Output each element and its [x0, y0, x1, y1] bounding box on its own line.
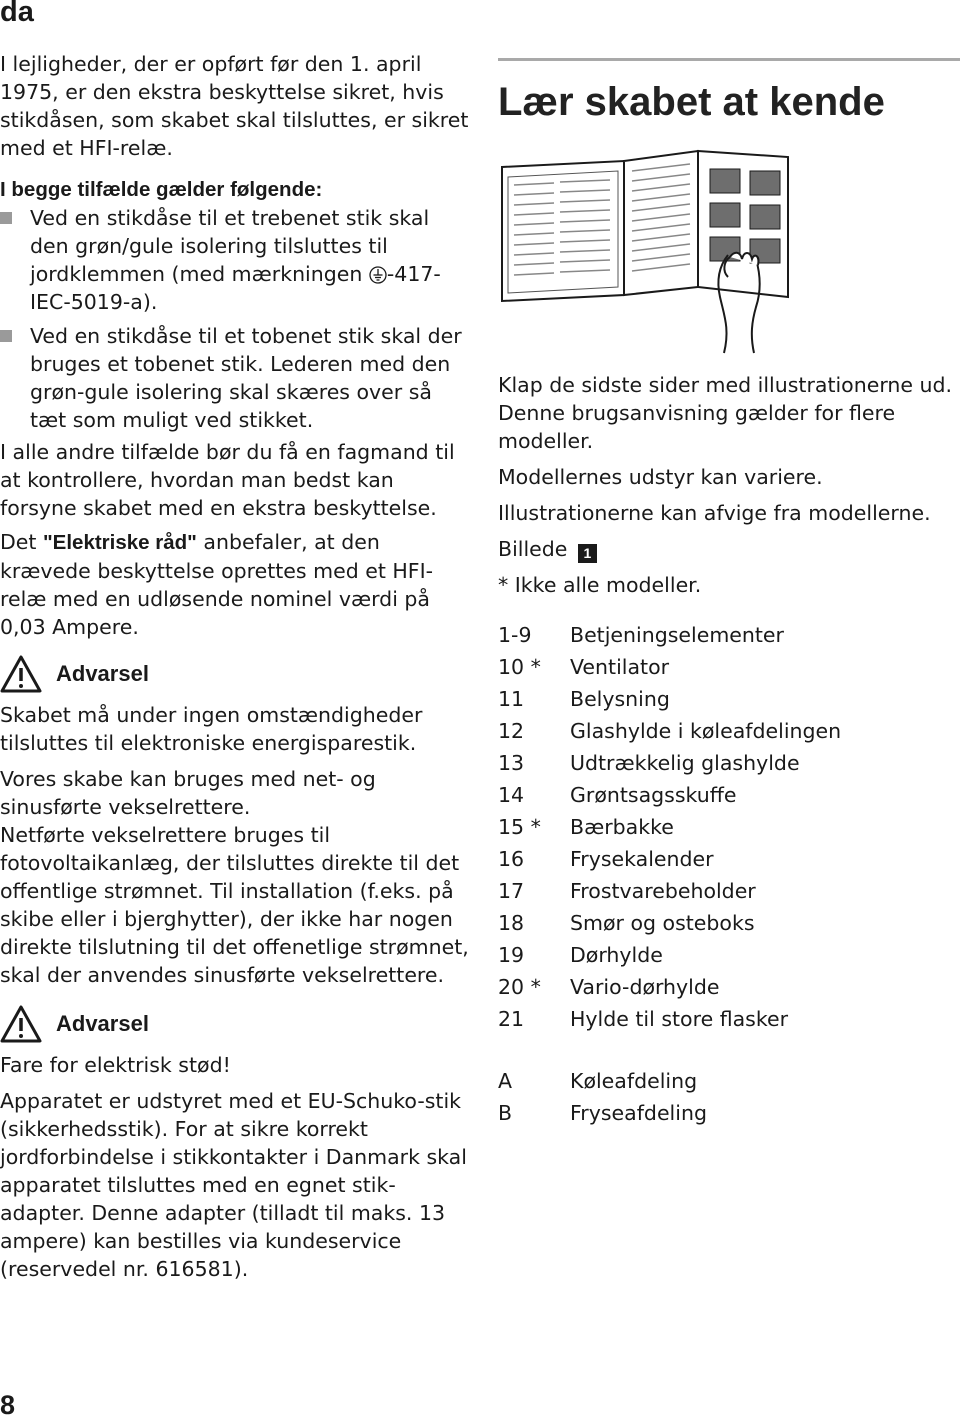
- models-paragraph: Modellernes udstyr kan variere.: [498, 465, 823, 489]
- zone-letter: B: [498, 1101, 513, 1125]
- list-item: [0, 204, 470, 316]
- warning-header: [0, 655, 470, 693]
- list-item: [498, 779, 960, 811]
- foldout-pages-illustration: [498, 147, 960, 357]
- zone-label: Køleafdeling: [570, 1069, 698, 1093]
- advice-rest-text: anbefaler, at den krævede beskyttelse oprettes med et HFI-relæ med en udløsende nominel værdi på 0,03 Ampere.: [0, 530, 434, 639]
- part-label: Ventilator: [570, 655, 670, 679]
- conditions-heading: I begge tilfælde gælder følgende:: [0, 178, 323, 201]
- part-label: Grøntsagsskuffe: [570, 783, 737, 807]
- bullet2-text: Ved en stikdåse til et tobenet stik skal der bruges et tobenet stik. Lederen med den grøn-gule isolering skal skæres over så tæt som muligt ved stikket.: [30, 324, 462, 432]
- list-item: [498, 619, 960, 651]
- part-number: 21: [498, 1007, 525, 1031]
- figure-ref: [498, 535, 960, 563]
- part-number: 16: [498, 847, 525, 871]
- electrical-advice-bold: "Elektriske råd": [42, 531, 197, 554]
- part-label: Hylde til store flasker: [570, 1007, 789, 1031]
- warning-triangle-icon: [0, 655, 42, 693]
- list-item: [498, 875, 960, 907]
- part-label: Belysning: [570, 687, 670, 711]
- list-item: [498, 1065, 960, 1097]
- figure-ref-text: Billede: [498, 537, 568, 561]
- list-item: [498, 939, 960, 971]
- parts-list: [498, 619, 960, 1129]
- part-number: 15 *: [498, 815, 541, 839]
- warning-label: Advarsel: [56, 1011, 149, 1036]
- part-number: 1-9: [498, 623, 532, 647]
- list-item: [498, 1003, 960, 1035]
- warning-header: [0, 1005, 470, 1043]
- part-number: 17: [498, 879, 525, 903]
- part-label: Dørhylde: [570, 943, 663, 967]
- part-label: Bærbakke: [570, 815, 674, 839]
- list-item: [498, 1097, 960, 1129]
- warning-label: Advarsel: [56, 661, 149, 686]
- list-item: [498, 843, 960, 875]
- part-number: 12: [498, 719, 525, 743]
- part-number: 13: [498, 751, 525, 775]
- ground-symbol-icon: [369, 266, 387, 284]
- illustrations-paragraph: Illustrationerne kan afvige fra modellerne.: [498, 501, 931, 525]
- part-number: 18: [498, 911, 525, 935]
- part-number: 20 *: [498, 975, 541, 999]
- bullet1-code: -417-IEC-5019-a).: [30, 262, 441, 314]
- right-column: [498, 58, 960, 1129]
- warning2-details: Apparatet er udstyret med et EU-Schuko-stik (sikkerhedsstik). For at sikre korrekt jordforbindelse i stikkontakter i Danmark skal apparatet tilsluttes med en egnet stik-adapter. Denne adapter (tilladt til maks. 13 ampere) kan bestilles via kundeservice (reservedel nr. 616581).: [0, 1089, 467, 1281]
- warning-triangle-icon: [0, 1005, 42, 1043]
- warning1-text: Skabet må under ingen omstændigheder tilsluttes til elektroniske energisparestik.: [0, 703, 423, 755]
- list-item: [498, 811, 960, 843]
- part-label: Smør og osteboks: [570, 911, 755, 935]
- det-text: Det: [0, 530, 43, 554]
- part-label: Glashylde i køleafdelingen: [570, 719, 842, 743]
- warning2-text: Fare for elektrisk stød!: [0, 1053, 231, 1077]
- bullet1-text: Ved en stikdåse til et trebenet stik skal den grøn/gule isolering tilsluttes til jordklemmen (med mærkningen: [30, 206, 430, 286]
- list-item: [498, 747, 960, 779]
- part-label: Udtrækkelig glashylde: [570, 751, 800, 775]
- part-number: 11: [498, 687, 525, 711]
- list-spacer: [498, 1035, 960, 1065]
- section-title: Lær skabet at kende: [498, 80, 885, 124]
- zone-label: Fryseafdeling: [570, 1101, 707, 1125]
- list-item: [498, 683, 960, 715]
- section-rule: [498, 58, 960, 61]
- conditions-list: [0, 204, 470, 434]
- warning1-inverters: Vores skabe kan bruges med net- og sinusførte vekselrettere.: [0, 767, 376, 819]
- part-label: Vario-dørhylde: [570, 975, 720, 999]
- electrical-advice-paragraph: [0, 528, 470, 641]
- left-column: [0, 50, 470, 1283]
- list-item: [498, 651, 960, 683]
- warning1-details: Netførte vekselrettere bruges til fotovoltaikanlæg, der tilsluttes direkte til det offentlige strømnet. Til installation (f.eks. på skibe eller i bjerghytter), der ikke har nogen direkte tilslutning til det offenetlige strømnet, skal der anvendes sinusførte vekselrettere.: [0, 823, 469, 987]
- part-number: 10 *: [498, 655, 541, 679]
- other-cases-paragraph: I alle andre tilfælde bør du få en fagmand til at kontrollere, hvordan man bedst kan forsyne skabet med en ekstra beskyttelse.: [0, 440, 455, 520]
- figure-number-box: 1: [578, 544, 597, 563]
- list-item: [498, 907, 960, 939]
- part-number: 19: [498, 943, 525, 967]
- list-item: [498, 971, 960, 1003]
- list-item: [498, 715, 960, 747]
- bullet-square-icon: [0, 330, 12, 342]
- part-number: 14: [498, 783, 525, 807]
- part-label: Frysekalender: [570, 847, 714, 871]
- language-code: da: [0, 0, 34, 28]
- page-number: 8: [0, 1390, 16, 1420]
- bullet-square-icon: [0, 212, 12, 224]
- intro-paragraph: Klap de sidste sider med illustrationerne ud. Denne brugsanvisning gælder for flere modeller.: [498, 373, 953, 453]
- footnote-paragraph: * Ikke alle modeller.: [498, 573, 702, 597]
- list-item: [0, 322, 470, 434]
- part-label: Frostvarebeholder: [570, 879, 756, 903]
- zone-letter: A: [498, 1069, 513, 1093]
- intro-paragraph: I lejligheder, der er opført før den 1. april 1975, er den ekstra beskyttelse sikret, hvis stikdåsen, som skabet skal tilsluttes, er sikret med et HFI-relæ.: [0, 52, 469, 160]
- part-label: Betjeningselementer: [570, 623, 784, 647]
